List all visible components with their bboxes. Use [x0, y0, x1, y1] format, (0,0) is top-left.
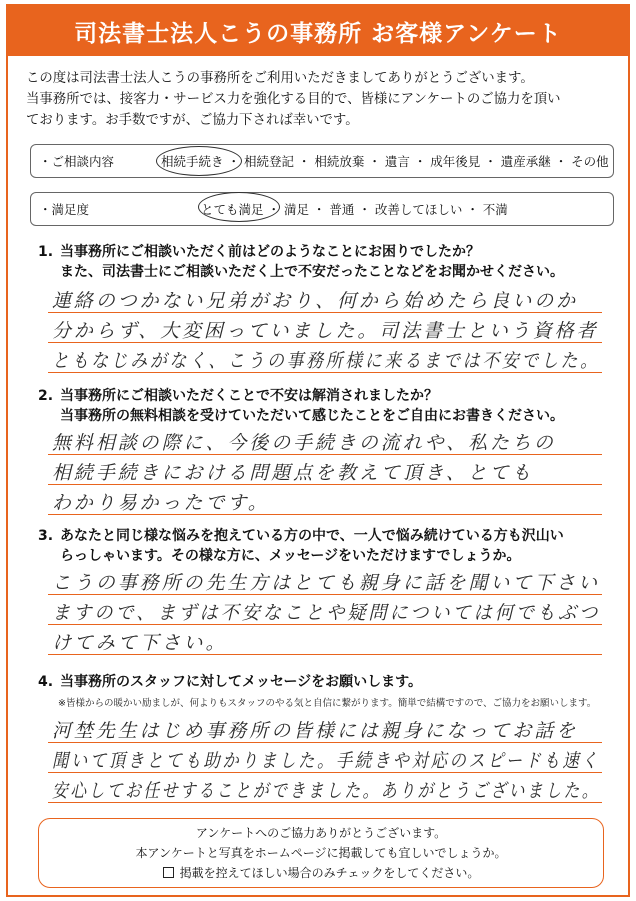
question-3: 3. あなたと同じ様な悩みを抱えている方の中で、一人で悩み続けている方も沢山い らっしゃいます。その様な方に、メッセージをいただけますでしょうか。	[38, 528, 564, 564]
question-4: 4. 当事務所のスタッフに対してメッセージをお願いします。	[38, 674, 423, 690]
answer-line: 河埜先生はじめ事務所の皆様には親身になってお話を	[52, 720, 579, 742]
survey-sheet	[6, 4, 630, 897]
answer-line: ともなじみがなく、こうの事務所様に来るまでは不安でした。	[52, 350, 600, 372]
footer-box	[38, 818, 604, 888]
answer-line: 無料相談の際に、今後の手続きの流れや、私たちの	[52, 432, 556, 454]
answer-area-1	[48, 282, 602, 378]
consult-type-box	[30, 144, 614, 178]
q4-note: ※皆様からの暖かい励ましが、何よりもスタッフのやる気と自信に繋がります。簡単で結構ですので、ご協力をお願いします。	[58, 698, 597, 709]
answer-line: ますので、まずは不安なことや疑問については何でもぶつ	[52, 602, 601, 624]
answer-line: 聞いて頂きとても助かりました。手続きや対応のスピードも速く	[52, 750, 601, 772]
satisfaction-box	[30, 192, 614, 226]
consult-type-label: ・ご相談内容	[39, 154, 115, 169]
intro-line: この度は司法書士法人こうの事務所をご利用いただきましてありがとうございます。	[26, 71, 534, 86]
question-2: 2. 当事務所にご相談いただくことで不安は解消されましたか？ 当事務所の無料相談を受けていただいて感じたことをご自由にお書きください。	[38, 388, 564, 424]
satisfaction-options: とても満足 ・ 満足 ・ 普通 ・ 改善してほしい ・ 不満	[201, 202, 508, 217]
intro-text	[26, 68, 616, 131]
answer-line: わかり易かったです。	[52, 492, 270, 514]
survey-title: 司法書士法人こうの事務所 お客様アンケート	[8, 6, 628, 56]
opt-out-checkbox[interactable]	[163, 867, 174, 878]
intro-line: ております。お手数ですが、ご協力下されば幸いです。	[26, 113, 359, 128]
question-1: 1. 当事務所にご相談いただく前はどのようなことにお困りでしたか？ また、司法書士にご相談いただく上で不安だったことなどをお聞かせください。	[38, 244, 564, 280]
answer-line: けてみて下さい。	[52, 632, 228, 654]
answer-area-2	[48, 424, 602, 520]
selected-circle-mark	[156, 146, 242, 176]
selected-circle-mark	[198, 192, 280, 222]
footer-question: 本アンケートと写真をホームページに掲載しても宜しいでしょうか。	[135, 846, 507, 860]
answer-line: 安心してお任せすることができました。ありがとうございました。	[52, 780, 601, 802]
answer-line: 分からず、大変困っていました。司法書士という資格者	[52, 320, 599, 342]
opt-out-label: 掲載を控えてほしい場合のみチェックをしてください。	[179, 866, 480, 880]
answer-line: こうの事務所の先生方はとても親身に話を聞いて下さい	[52, 572, 601, 594]
satisfaction-label: ・満足度	[39, 202, 90, 217]
answer-area-3	[48, 564, 602, 660]
answer-line: 相続手続きにおける問題点を教えて頂き、とても	[52, 462, 534, 484]
footer-opt-out	[39, 863, 603, 883]
answer-area-4	[48, 712, 602, 808]
answer-line: 連絡のつかない兄弟がおり、何から始めたら良いのか	[52, 290, 579, 312]
intro-line: 当事務所では、接客力・サービス力を強化する目的で、皆様にアンケートのご協力を頂い	[26, 92, 561, 107]
consult-type-options: 相続手続き ・ 相続登記 ・ 相続放棄 ・ 遺言 ・ 成年後見 ・ 遺産承継 ・ その他	[161, 154, 609, 169]
footer-thanks: アンケートへのご協力ありがとうございます。	[195, 826, 447, 840]
